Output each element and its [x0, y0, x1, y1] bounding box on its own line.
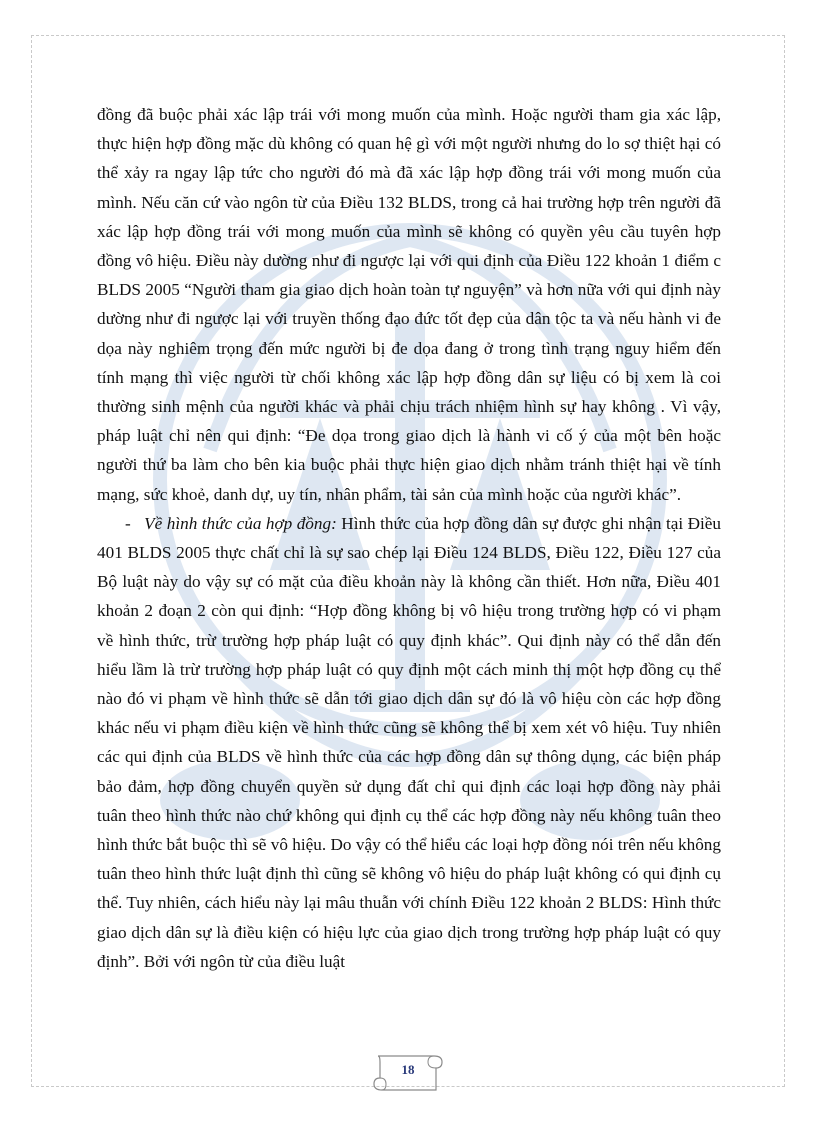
section-heading-form: Về hình thức của hợp đồng: [144, 513, 337, 533]
page-number: 18 [401, 1062, 415, 1077]
paragraph-threat: đồng đã buộc phải xác lập trái với mong muốn của mình. Hoặc người tham gia xác lập, thực hiện hợp đồng mặc dù không có quan hệ gì với một người nhưng do lo sợ thiệt hại có thể xảy ra ngay lập tức cho người đó mà đã xác lập hợp đồng trái với mong muốn của mình. Nếu căn cứ vào ngôn từ của Điều 132 BLDS, trong cả hai trường hợp trên người đã xác lập hợp đồng trái với mong muốn của mình sẽ không có quyền yêu cầu tuyên hợp đồng vô hiệu. Điều này dường như đi ngược lại với qui định của Điều 122 khoản 1 điểm c BLDS 2005 “Người tham gia giao dịch hoàn toàn tự nguyện” và hơn nữa với qui định này dường như đi ngược lại với truyền thống đạo đức tốt đẹp của dân tộc ta và nếu hành vi đe dọa này nghiêm trọng đến mức người bị đe dọa đang ở trong tình trạng nguy hiểm đến tính mạng thì việc người từ chối không xác lập hợp đồng dân sự liệu có bị xem là coi thường sinh mệnh của người khác và phải chịu trách nhiệm hình sự hay không . Vì vậy, pháp luật chỉ nên qui định: “Đe dọa trong giao dịch là hành vi cố ý của một bên hoặc người thứ ba làm cho bên kia buộc phải thực hiện giao dịch nhằm tránh thiệt hại về tính mạng, sức khoẻ, danh dự, uy tín, nhân phẩm, tài sản của mình hoặc của người khác”. [97, 105, 721, 504]
paragraph-form-text: Hình thức của hợp đồng dân sự được ghi nhận tại Điều 401 BLDS 2005 thực chất chỉ là sự sao chép lại Điều 124 BLDS, Điều 122, Điều 127 của Bộ luật này do vậy sự có mặt của điều khoản này là không cần thiết. Hơn nữa, Điều 401 khoản 2 đoạn 2 còn qui định: “Hợp đồng không bị vô hiệu trong trường hợp có vi phạm về hình thức, trừ trường hợp pháp luật có quy định khác”. Qui định này có thể dẫn đến hiểu lầm là trừ trường hợp pháp luật có quy định một cách minh thị một hợp đồng cụ thể nào đó vi phạm về hình thức sẽ dẫn tới giao dịch dân sự đó là vô hiệu còn các hợp đồng khác nếu vi phạm điều kiện về hình thức cũng sẽ không thể bị xem xét vô hiệu. Tuy nhiên các qui định của BLDS về hình thức của các hợp đồng dân sự thông dụng, các biện pháp bảo đảm, hợp đồng chuyển quyền sử dụng đất chỉ qui định các loại hợp đồng này phải tuân theo hình thức nào chứ không qui định cụ thể các hợp đồng này nếu không tuân theo hình thức bắt buộc thì sẽ vô hiệu. Do vậy có thể hiểu các loại hợp đồng nói trên nếu không tuân theo hình thức luật định thì cũng sẽ không vô hiệu do pháp luật không có qui định cụ thể. Tuy nhiên, cách hiểu này lại mâu thuẫn với chính Điều 122 khoản 2 BLDS: Hình thức giao dịch dân sự là điều kiện có hiệu lực của giao dịch trong trường hợp pháp luật có quy định”. Bởi với ngôn từ của điều luật [97, 513, 721, 971]
bullet-dash: - [125, 513, 131, 533]
page-number-scroll [368, 1050, 448, 1096]
paragraph-form-of-contract [97, 509, 721, 976]
document-body [97, 100, 721, 976]
